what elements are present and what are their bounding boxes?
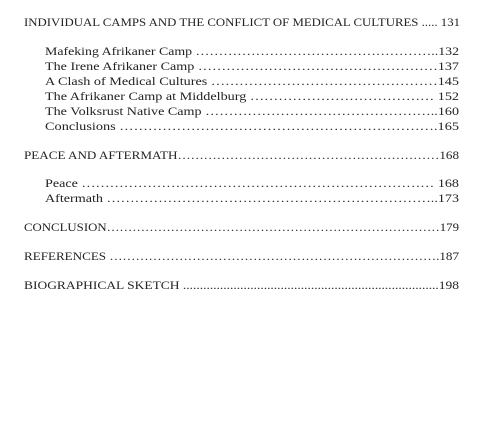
toc-line-text: REFERENCES ………………………………………………………………….187 bbox=[24, 249, 459, 263]
toc-line-text: The Afrikaner Camp at Middelburg ………………………………… 152 bbox=[45, 89, 459, 103]
toc-entry-references bbox=[24, 248, 459, 264]
toc-line-text: The Irene Afrikaner Camp ……………………………………………137 bbox=[45, 59, 459, 73]
toc-entry-individual-camps bbox=[24, 14, 461, 30]
toc-entry-biographical-sketch bbox=[24, 277, 459, 293]
toc-subentry-irene-afrikaner-camp bbox=[45, 58, 459, 74]
toc-line-text: INDIVIDUAL CAMPS AND THE CONFLICT OF MEDICAL CULTURES ..... 131 bbox=[24, 15, 461, 29]
toc-entry-peace-and-aftermath bbox=[24, 147, 459, 163]
toc-subentry-clash-of-medical-cultures bbox=[45, 73, 459, 89]
toc-line-text: CONCLUSION……………………………………………………………………179 bbox=[24, 220, 459, 234]
toc-subentry-aftermath bbox=[45, 190, 459, 206]
toc-subentry-mafeking-afrikaner-camp bbox=[45, 43, 459, 59]
toc-subentry-peace bbox=[45, 175, 459, 191]
toc-line-text: The Volksrust Native Camp …………………………………………..160 bbox=[45, 104, 459, 118]
toc-line-text: PEACE AND AFTERMATH……………………………………………………168 bbox=[24, 148, 459, 162]
toc-line-text: Aftermath ……………………………………………………………..173 bbox=[45, 191, 459, 205]
toc-subentry-volksrust-native-camp bbox=[45, 103, 459, 119]
toc-entry-conclusion bbox=[24, 219, 459, 235]
toc-subentry-afrikaner-camp-middelburg bbox=[45, 88, 459, 104]
toc-line-text: A Clash of Medical Cultures …………………………………………145 bbox=[45, 74, 459, 88]
toc-line-text: Peace ………………………………………………………………… 168 bbox=[45, 176, 459, 190]
toc-line-text: Conclusions ………………………………………………………….165 bbox=[45, 119, 459, 133]
toc-line-text: BIOGRAPHICAL SKETCH ............................................................................198 bbox=[24, 278, 459, 292]
toc-line-text: Mafeking Afrikaner Camp ……………………………………………..132 bbox=[45, 44, 459, 58]
toc-subentry-conclusions bbox=[45, 118, 459, 134]
